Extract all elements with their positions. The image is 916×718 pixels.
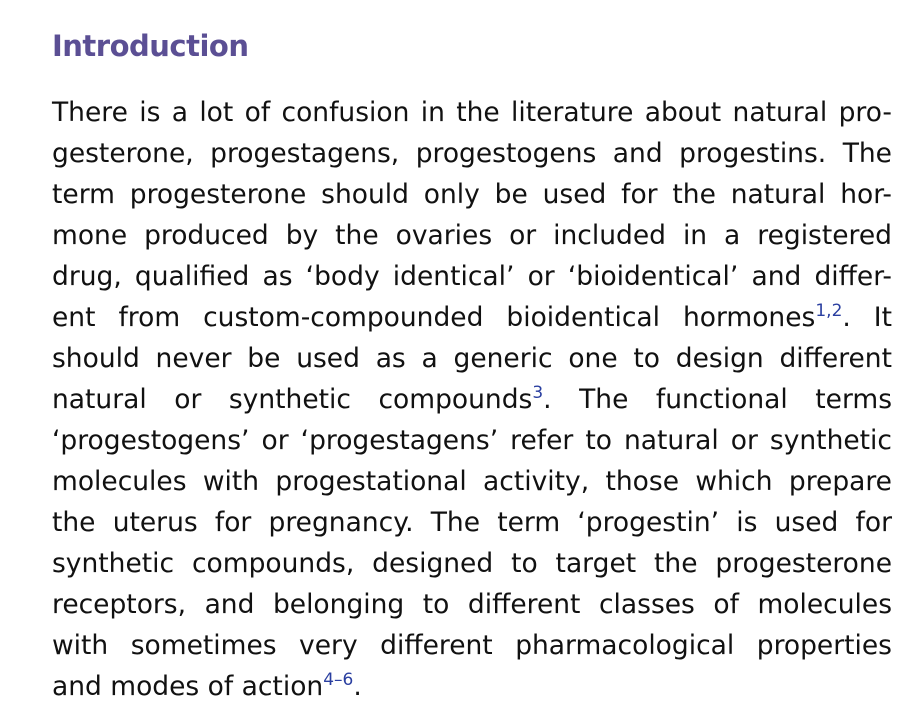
- text-segment: gesterone, progestagens, progestogens and progestins. The: [52, 138, 892, 169]
- introduction-paragraph: [52, 92, 892, 707]
- citation-reference[interactable]: 3: [532, 383, 544, 404]
- text-segment: . The functional terms: [543, 384, 893, 415]
- text-segment: ‘progestogens’ or ‘progestagens’ refer to natural or synthetic: [52, 425, 892, 456]
- paragraph-line: [52, 584, 892, 625]
- text-segment: drug, qualified as ‘body identical’ or ‘bioidentical’ and differ-: [52, 261, 892, 292]
- text-segment: natural or synthetic compounds: [52, 384, 533, 415]
- paragraph-line: [52, 297, 892, 338]
- paragraph-line: [52, 379, 892, 420]
- text-segment: and modes of action: [52, 671, 324, 702]
- text-segment: ent from custom-compounded bioidentical hormones: [52, 302, 816, 333]
- text-segment: .: [353, 671, 362, 702]
- text-segment: molecules with progestational activity, those which prepare: [52, 466, 892, 497]
- citation-reference[interactable]: 1,2: [815, 301, 843, 322]
- paragraph-line: [52, 256, 892, 297]
- section-heading: Introduction: [52, 29, 249, 63]
- paragraph-line: [52, 543, 892, 584]
- text-segment: with sometimes very different pharmacological properties: [52, 630, 892, 661]
- paragraph-line: [52, 92, 892, 133]
- text-segment: term progesterone should only be used for the natural hor-: [52, 179, 892, 210]
- paragraph-line: [52, 625, 892, 666]
- paragraph-line: [52, 215, 892, 256]
- text-segment: should never be used as a generic one to design different: [52, 343, 892, 374]
- paragraph-line: [52, 338, 892, 379]
- text-segment: synthetic compounds, designed to target the progesterone: [52, 548, 892, 579]
- text-segment: the uterus for pregnancy. The term ‘progestin’ is used for: [52, 507, 892, 538]
- paragraph-line: [52, 174, 892, 215]
- article-section: [52, 26, 892, 707]
- text-segment: receptors, and belonging to different classes of molecules: [52, 589, 892, 620]
- text-segment: There is a lot of confusion in the literature about natural pro-: [52, 97, 892, 128]
- paragraph-line: [52, 666, 892, 707]
- paragraph-line: [52, 133, 892, 174]
- paragraph-line: [52, 502, 892, 543]
- citation-reference[interactable]: 4–6: [323, 670, 354, 691]
- paragraph-line: [52, 420, 892, 461]
- paragraph-line: [52, 461, 892, 502]
- text-segment: mone produced by the ovaries or included in a registered: [52, 220, 892, 251]
- text-segment: . It: [842, 302, 892, 333]
